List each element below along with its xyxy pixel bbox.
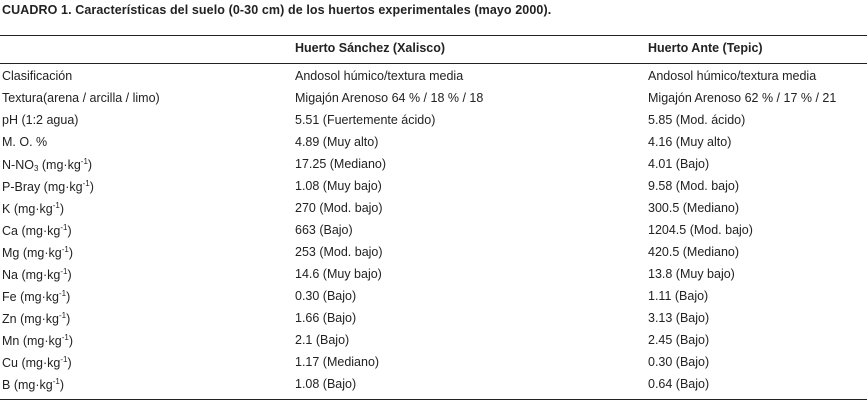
parameter-name: Na <box>2 268 18 282</box>
parameter-label <box>2 289 70 304</box>
table-row <box>0 66 867 88</box>
unit-text: (mg·kg <box>16 290 59 304</box>
value-ante: 5.85 (Mod. ácido) <box>648 113 746 127</box>
parameter-name: Ca <box>2 224 18 238</box>
unit-close: ) <box>68 246 74 260</box>
table-row <box>0 176 867 198</box>
unit-text: (mg·kg <box>17 224 61 238</box>
value-sanchez: 1.08 (Muy bajo) <box>295 179 382 193</box>
unit-close: ) <box>67 224 72 238</box>
value-ante: 4.01 (Bajo) <box>648 157 710 171</box>
parameter-label: Textura(arena / arcilla / limo) <box>2 91 160 105</box>
table-row <box>0 110 867 132</box>
value-ante: 2.45 (Bajo) <box>648 333 710 347</box>
table-row <box>0 242 867 264</box>
parameter-unit <box>40 180 94 194</box>
parameter-unit <box>38 158 92 172</box>
unit-text: (mg·kg <box>19 334 62 348</box>
parameter-unit <box>18 268 72 282</box>
table-row <box>0 286 867 308</box>
parameter-name: N-NO <box>2 158 34 172</box>
value-sanchez: 14.6 (Muy bajo) <box>295 267 382 281</box>
unit-exponent: -1 <box>52 377 60 386</box>
parameter-unit <box>18 356 72 370</box>
table-row <box>0 352 867 374</box>
parameter-label <box>2 267 72 282</box>
table-body <box>0 66 867 396</box>
table-caption: CUADRO 1. Características del suelo (0-30 cm) de los huertos experimentales (mayo 2000). <box>2 3 552 17</box>
value-sanchez: Andosol húmico/textura media <box>295 69 464 83</box>
parameter-unit <box>17 290 71 304</box>
parameter-label <box>2 157 92 173</box>
value-ante: 300.5 (Mediano) <box>648 201 740 215</box>
parameter-name: Mg <box>2 246 20 260</box>
value-sanchez: 253 (Mod. bajo) <box>295 245 383 259</box>
value-ante: Migajón Arenoso 62 % / 17 % / 21 <box>648 91 837 105</box>
unit-text: (mg·kg <box>17 356 61 370</box>
unit-exponent: -1 <box>82 179 90 188</box>
unit-close: ) <box>66 312 71 326</box>
table-row <box>0 308 867 330</box>
unit-exponent: -1 <box>58 311 67 320</box>
parameter-name: Fe <box>2 290 17 304</box>
unit-text: (mg·kg <box>40 180 83 194</box>
parameter-unit <box>18 224 72 238</box>
unit-close: ) <box>68 334 74 348</box>
table-row <box>0 264 867 286</box>
bottom-rule <box>0 399 867 400</box>
value-sanchez: 1.17 (Mediano) <box>295 355 380 369</box>
parameter-unit <box>19 334 73 348</box>
value-ante: 0.64 (Bajo) <box>648 377 710 391</box>
parameter-unit <box>17 312 71 326</box>
unit-close: ) <box>59 202 65 216</box>
unit-exponent: -1 <box>58 289 67 298</box>
parameter-label <box>2 311 70 326</box>
parameter-label <box>2 377 64 392</box>
value-sanchez: 17.25 (Mediano) <box>295 157 387 171</box>
parameter-label <box>2 245 73 260</box>
value-sanchez: 2.1 (Bajo) <box>295 333 350 347</box>
unit-exponent: -1 <box>80 157 88 166</box>
unit-exponent: -1 <box>61 333 69 342</box>
value-sanchez: 4.89 (Muy alto) <box>295 135 379 149</box>
value-ante: 0.30 (Bajo) <box>648 355 710 369</box>
value-ante: 1204.5 (Mod. bajo) <box>648 223 753 237</box>
unit-close: ) <box>67 356 72 370</box>
value-ante: 3.13 (Bajo) <box>648 311 710 325</box>
unit-exponent: -1 <box>52 201 60 210</box>
table-row <box>0 154 867 176</box>
parameter-name: Mn <box>2 334 20 348</box>
unit-text: (mg·kg <box>10 378 53 392</box>
value-ante: 420.5 (Mediano) <box>648 245 740 259</box>
unit-text: (mg·kg <box>10 202 53 216</box>
unit-exponent: -1 <box>60 355 68 364</box>
value-sanchez: Migajón Arenoso 64 % / 18 % / 18 <box>295 91 484 105</box>
value-sanchez: 270 (Mod. bajo) <box>295 201 383 215</box>
table-row <box>0 220 867 242</box>
unit-exponent: -1 <box>60 267 68 276</box>
value-sanchez: 663 (Bajo) <box>295 223 353 237</box>
unit-close: ) <box>67 268 72 282</box>
table-row <box>0 88 867 110</box>
unit-close: ) <box>59 378 65 392</box>
table-row <box>0 132 867 154</box>
value-ante: 4.16 (Muy alto) <box>648 135 732 149</box>
parameter-unit <box>10 202 64 216</box>
column-header-sanchez: Huerto Sánchez (Xalisco) <box>295 41 446 55</box>
unit-text: (mg·kg <box>16 312 59 326</box>
parameter-label <box>2 201 64 216</box>
parameter-label: Clasificación <box>2 69 73 83</box>
value-sanchez: 1.66 (Bajo) <box>295 311 357 325</box>
value-ante: 13.8 (Muy bajo) <box>648 267 735 281</box>
value-ante: Andosol húmico/textura media <box>648 69 817 83</box>
parameter-name: K <box>2 202 11 216</box>
unit-close: ) <box>66 290 71 304</box>
unit-text: (mg·kg <box>17 268 61 282</box>
parameter-label: M. O. % <box>2 135 48 149</box>
parameter-subscript: 3 <box>33 164 39 173</box>
value-sanchez: 1.08 (Bajo) <box>295 377 357 391</box>
parameter-name: Cu <box>2 356 18 370</box>
unit-text: (mg·kg <box>38 158 81 172</box>
unit-text: (mg·kg <box>19 246 62 260</box>
table-row <box>0 198 867 220</box>
parameter-unit <box>19 246 73 260</box>
parameter-name: P-Bray <box>2 180 41 194</box>
unit-exponent: -1 <box>61 245 69 254</box>
parameter-name: B <box>2 378 11 392</box>
unit-close: ) <box>87 158 93 172</box>
parameter-name: Zn <box>2 312 17 326</box>
parameter-label <box>2 333 73 348</box>
unit-close: ) <box>89 180 94 194</box>
parameter-unit <box>10 378 64 392</box>
value-sanchez: 0.30 (Bajo) <box>295 289 357 303</box>
top-rule <box>0 35 867 36</box>
unit-exponent: -1 <box>60 223 68 232</box>
header-rule <box>0 63 867 64</box>
table-row <box>0 330 867 352</box>
parameter-label <box>2 355 72 370</box>
parameter-label: pH (1:2 agua) <box>2 113 79 127</box>
table-row <box>0 374 867 396</box>
parameter-label <box>2 179 94 194</box>
value-sanchez: 5.51 (Fuertemente ácido) <box>295 113 436 127</box>
value-ante: 1.11 (Bajo) <box>648 289 709 303</box>
parameter-label <box>2 223 72 238</box>
value-ante: 9.58 (Mod. bajo) <box>648 179 740 193</box>
column-header-ante: Huerto Ante (Tepic) <box>648 41 763 55</box>
